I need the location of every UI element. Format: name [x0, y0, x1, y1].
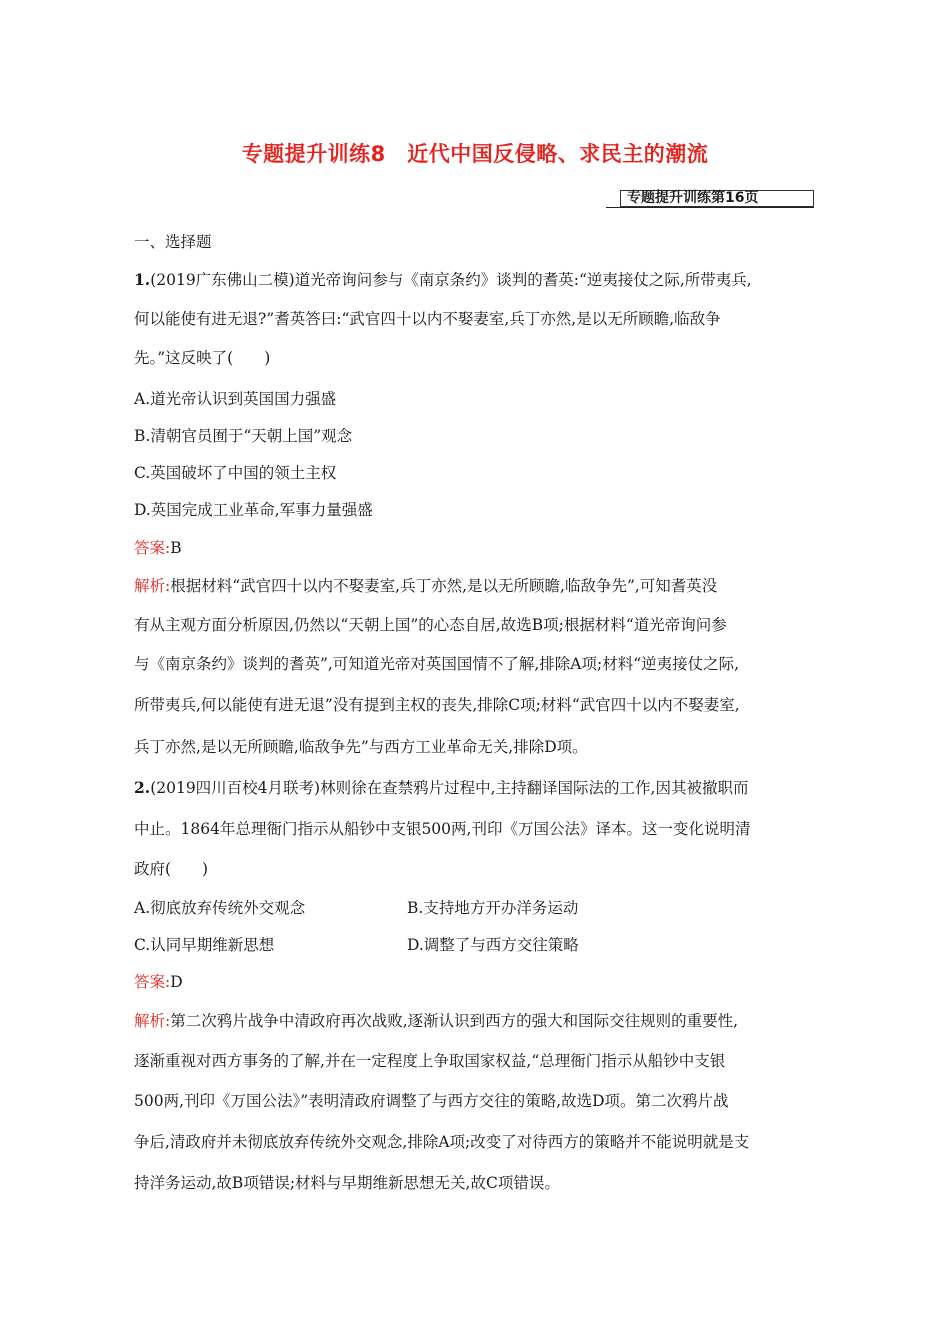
page-reference-underline [606, 207, 814, 208]
question-1-answer [134, 536, 182, 558]
question-2-analysis-line-5: 持洋务运动,故B项错误;材料与早期维新思想无关,故C项错误。 [134, 1174, 560, 1192]
question-1-option-b: B.清朝官员囿于“天朝上国”观念 [134, 427, 353, 445]
page-title: 专题提升训练8 近代中国反侵略、求民主的潮流 [241, 142, 709, 166]
question-1-option-c: C.英国破坏了中国的领土主权 [134, 464, 337, 482]
question-1-stem-line-2: 何以能使有进无退?”耆英答曰:“武官四十以内不娶妻室,兵丁亦然,是以无所顾瞻,临敌争 [134, 310, 721, 328]
answer-label: 答案: [134, 973, 171, 991]
page-reference-box [606, 190, 814, 208]
question-1-analysis-line-4: 所带夷兵,何以能使有进无退”没有提到主权的丧失,排除C项;材料“武官四十以内不娶妻室, [134, 696, 740, 714]
question-1-analysis-line-2: 有从主观方面分析原因,仍然以“天朝上国”的心态自居,故选B项;根据材料“道光帝询问参 [134, 616, 727, 634]
analysis-label: 解析: [134, 577, 171, 595]
question-2-analysis-line-4: 争后,清政府并未彻底放弃传统外交观念,排除A项;改变了对待西方的策略并不能说明就是支 [134, 1133, 750, 1151]
question-2-number: 2. [134, 778, 151, 797]
answer-value: D [170, 973, 183, 991]
question-1-analysis-line-1: 解析:根据材料“武官四十以内不娶妻室,兵丁亦然,是以无所顾瞻,临敌争先”,可知耆英没 [134, 577, 718, 595]
question-1-option-a: A.道光帝认识到英国国力强盛 [134, 390, 337, 408]
question-2-analysis-line-3: 500两,刊印《万国公法》”表明清政府调整了与西方交往的策略,故选D项。第二次鸦片战 [134, 1092, 729, 1110]
question-2-option-a: A.彻底放弃传统外交观念 [134, 899, 306, 917]
question-2-answer [134, 970, 183, 992]
question-1-analysis-line-5: 兵丁亦然,是以无所顾瞻,临敌争先”与西方工业革命无关,排除D项。 [134, 738, 588, 756]
question-1-stem-line-1: 1.(2019广东佛山二模)道光帝询问参与《南京条约》谈判的耆英:“逆夷接仗之际,所带夷兵, [134, 270, 752, 289]
answer-label: 答案: [134, 539, 171, 557]
question-1-option-d: D.英国完成工业革命,军事力量强盛 [134, 501, 373, 519]
question-2-stem-line-3: 政府( ) [134, 860, 209, 878]
page-reference: 专题提升训练第16页 [620, 190, 814, 207]
question-2-stem-line-2: 中止。1864年总理衙门指示从船钞中支银500两,刊印《万国公法》译本。这一变化说明清 [134, 820, 751, 838]
question-2-option-c: C.认同早期维新思想 [134, 936, 275, 954]
question-2-analysis-line-1: 解析:第二次鸦片战争中清政府再次战败,逐渐认识到西方的强大和国际交往规则的重要性, [134, 1012, 739, 1030]
question-1-stem-line-3: 先。”这反映了( ) [134, 349, 271, 367]
section-heading: 一、选择题 [134, 233, 212, 251]
question-2-option-d: D.调整了与西方交往策略 [407, 936, 579, 954]
question-2-stem-line-1: 2.(2019四川百校4月联考)林则徐在查禁鸦片过程中,主持翻译国际法的工作,因其被撤职而 [134, 778, 749, 797]
question-2-analysis-line-2: 逐渐重视对西方事务的了解,并在一定程度上争取国家权益,“总理衙门指示从船钞中支银 [134, 1052, 726, 1070]
question-2-option-b: B.支持地方开办洋务运动 [407, 899, 579, 917]
question-1-number: 1. [134, 270, 151, 289]
answer-value: B [170, 539, 182, 557]
analysis-label: 解析: [134, 1012, 171, 1030]
question-1-analysis-line-3: 与《南京条约》谈判的耆英”,可知道光帝对英国国情不了解,排除A项;材料“逆夷接仗之际, [134, 655, 740, 673]
